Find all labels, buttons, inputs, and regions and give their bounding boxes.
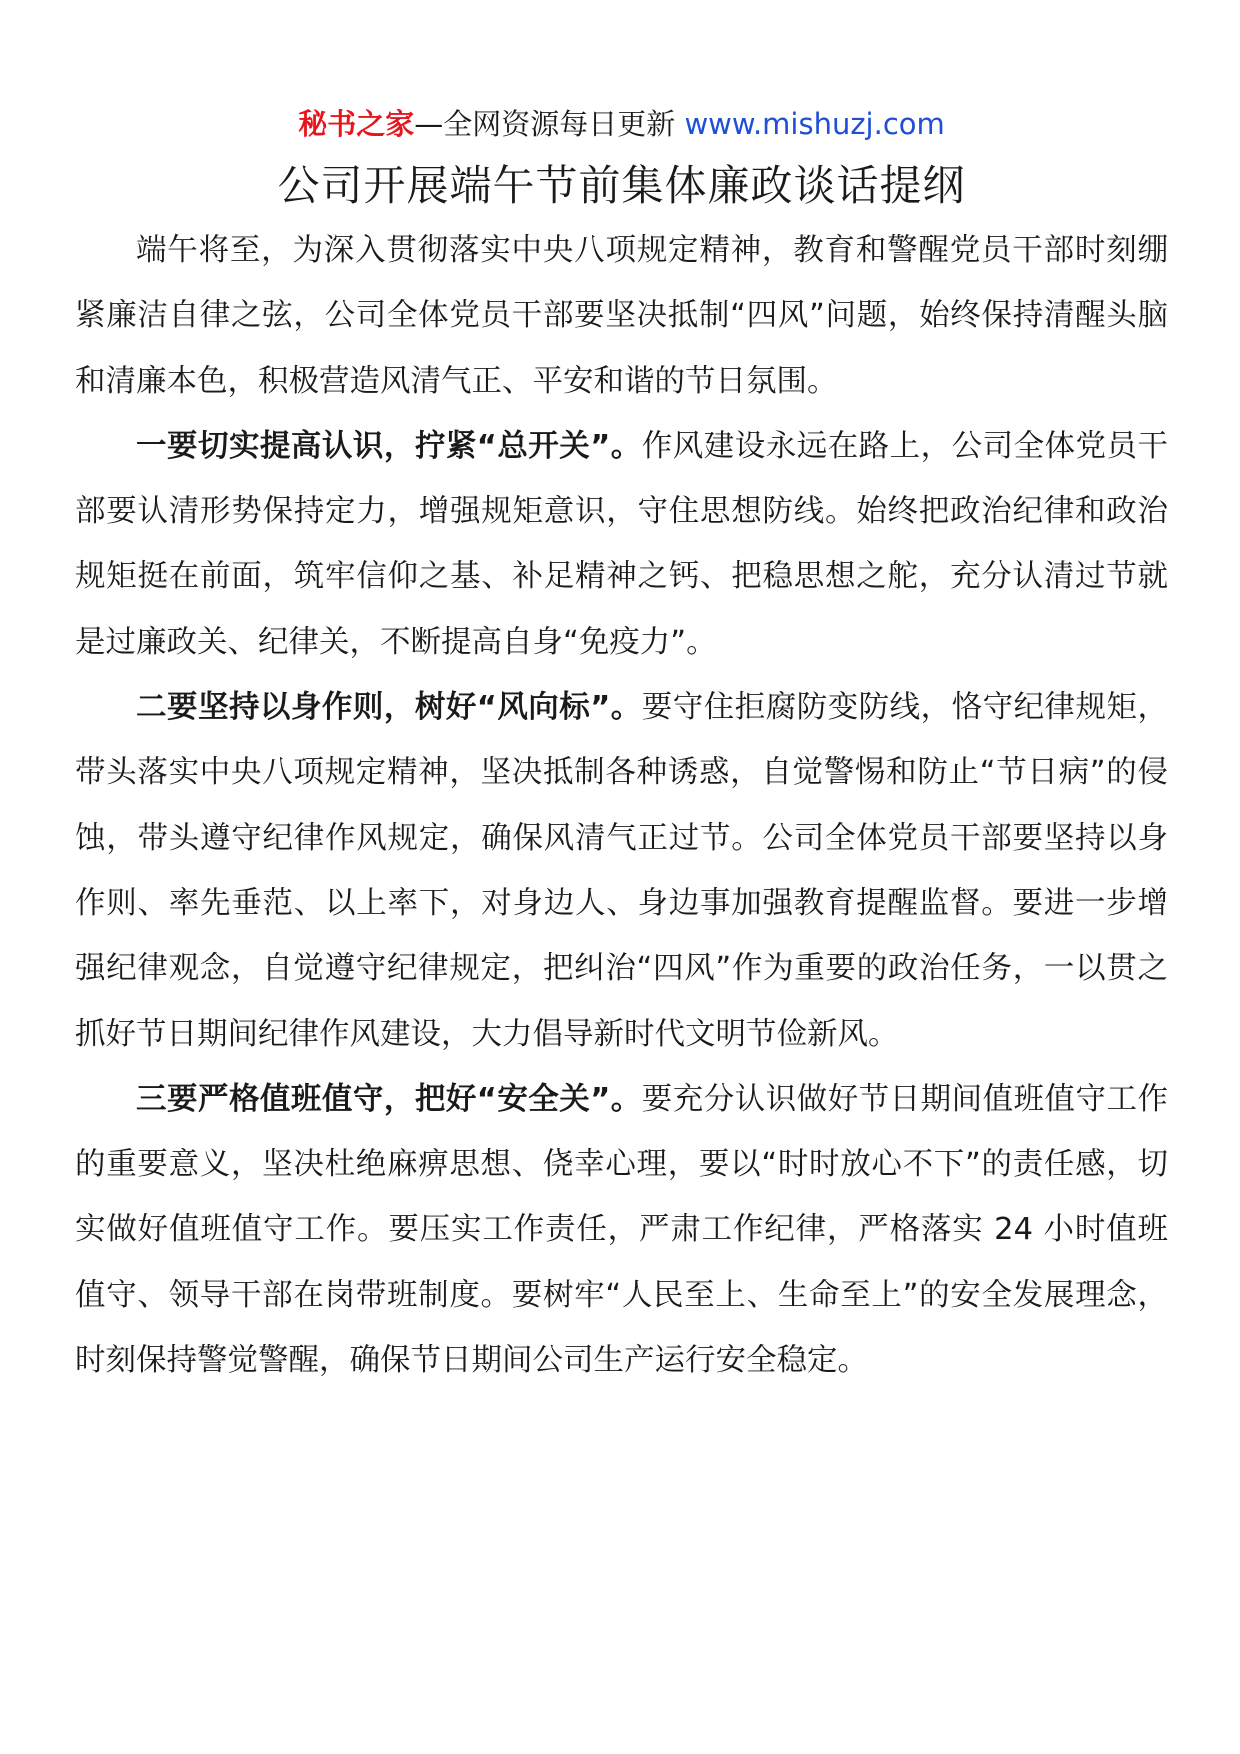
section-paragraph-2 <box>75 675 1168 1067</box>
section-heading-2: 二要坚持以身作则，树好“风向标”。 <box>136 690 642 726</box>
section-body-3: 要充分认识做好节日期间值班值守工作的重要意义，坚决杜绝麻痹思想、侥幸心理，要以“时时放心不下”的责任感，切实做好值班值守工作。要压实工作责任，严肃工作纪律，严格落实 24 小时值班值守、领导干部在岗带班制度。要树牢“人民至上、生命至上”的安全发展理念，时刻保持警觉警醒，确保节日期间公司生产运行安全稳定。 <box>75 1081 1169 1379</box>
site-header <box>75 100 1168 148</box>
header-slogan: —全网资源每日更新 <box>414 107 685 141</box>
section-heading-1: 一要切实提高认识，拧紧“总开关”。 <box>136 428 642 464</box>
section-body-2: 要守住拒腐防变防线，恪守纪律规矩，带头落实中央八项规定精神，坚决抵制各种诱惑，自觉警惕和防止“节日病”的侵蚀，带头遵守纪律作风规定，确保风清气正过节。公司全体党员干部要坚持以身作则、率先垂范、以上率下，对身边人、身边事加强教育提醒监督。要进一步增强纪律观念，自觉遵守纪律规定，把纠治“四风”作为重要的政治任务，一以贯之抓好节日期间纪律作风建设，大力倡导新时代文明节俭新风。 <box>75 690 1169 1052</box>
section-body-1: 作风建设永远在路上，公司全体党员干部要认清形势保持定力，增强规矩意识，守住思想防线。始终把政治纪律和政治规矩挺在前面，筑牢信仰之基、补足精神之钙、把稳思想之舵，充分认清过节就是过廉政关、纪律关，不断提高自身“免疫力”。 <box>75 428 1169 660</box>
section-paragraph-1 <box>75 414 1168 675</box>
section-paragraph-3 <box>75 1067 1168 1393</box>
site-url-link[interactable]: www.mishuzj.com <box>684 107 945 141</box>
intro-paragraph: 端午将至，为深入贯彻落实中央八项规定精神，教育和警醒党员干部时刻绷紧廉洁自律之弦，公司全体党员干部要坚决抵制“四风”问题，始终保持清醒头脑和清廉本色，积极营造风清气正、平安和谐的节日氛围。 <box>75 233 1168 399</box>
section-heading-3: 三要严格值班值守，把好“安全关”。 <box>136 1081 642 1117</box>
document-title: 公司开展端午节前集体廉政谈话提纲 <box>277 161 966 210</box>
brand-name: 秘书之家 <box>298 107 415 141</box>
